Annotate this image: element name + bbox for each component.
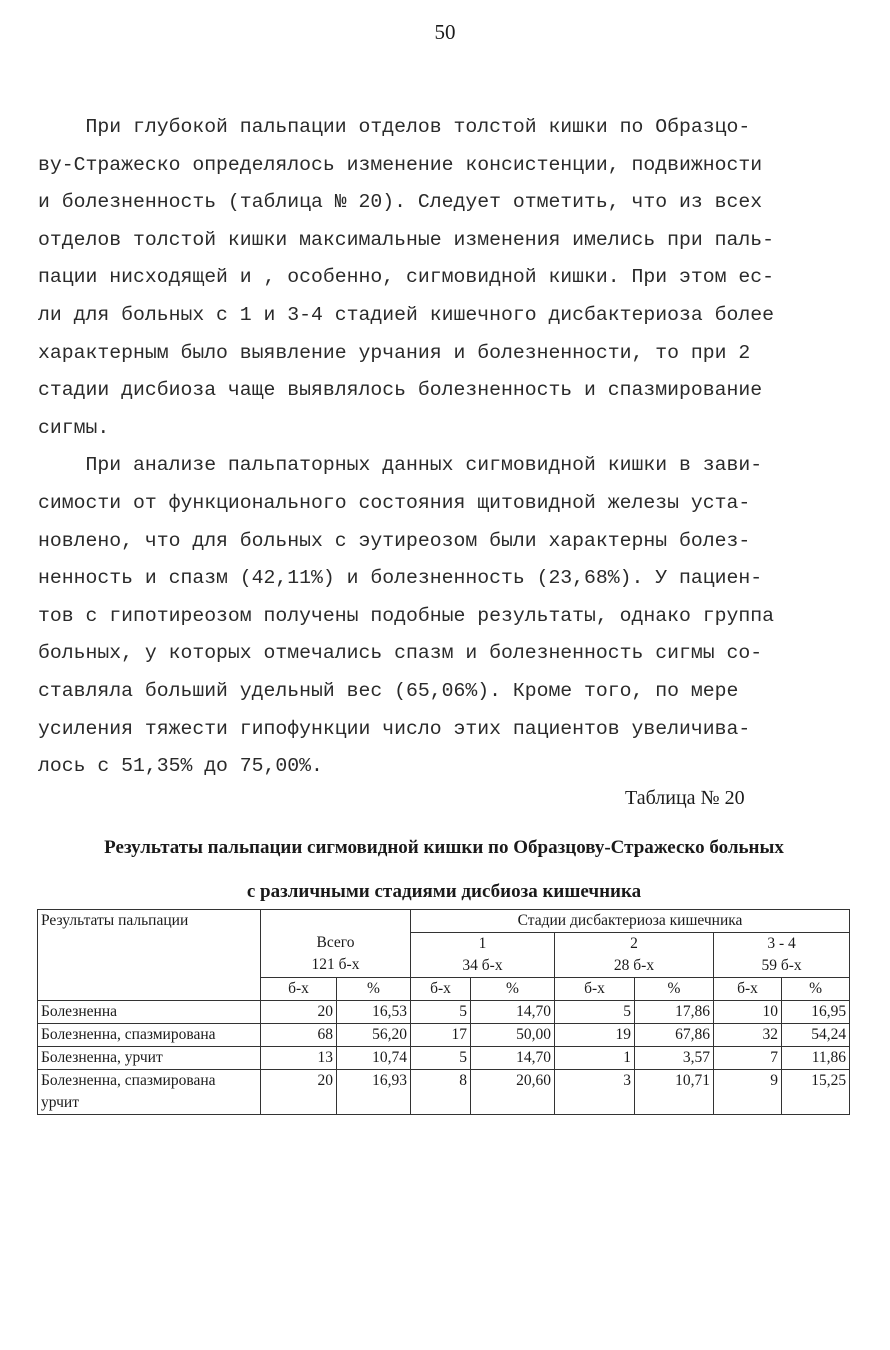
- header-stage-1-label: 1: [478, 935, 487, 952]
- cell-value: 5: [411, 1047, 471, 1070]
- cell-value: 1: [555, 1047, 635, 1070]
- row-label: Болезненна, урчит: [38, 1047, 261, 1070]
- header-patients: б-х: [261, 978, 337, 1001]
- cell-value: 11,86: [782, 1047, 850, 1070]
- body-line: новлено, что для больных с эутиреозом были характерны болез-: [38, 529, 751, 552]
- body-line: При анализе пальпаторных данных сигмовидной кишки в зави-: [38, 454, 763, 477]
- header-stage-1: [411, 933, 555, 978]
- table-row: [38, 1001, 850, 1024]
- body-line: ли для больных с 1 и 3-4 стадией кишечного дисбактериоза более: [38, 303, 774, 326]
- table-header-row: [38, 910, 850, 933]
- body-line: ставляла больший удельный вес (65,06%). Кроме того, по мере: [38, 679, 739, 702]
- body-line: больных, у которых отмечались спазм и болезненность сигмы со-: [38, 642, 763, 665]
- cell-value: 50,00: [471, 1024, 555, 1047]
- results-table: [37, 909, 850, 1115]
- cell-value: 10: [714, 1001, 782, 1024]
- header-palpation-results: Результаты пальпации: [38, 910, 261, 1001]
- cell-value: 20: [261, 1001, 337, 1024]
- row-label: Болезненна, спазмирована: [38, 1024, 261, 1047]
- cell-value: 54,24: [782, 1024, 850, 1047]
- body-line: сигмы.: [38, 416, 110, 439]
- body-line: ву-Стражеско определялось изменение консистенции, подвижности: [38, 153, 763, 176]
- header-total-count: 121 б-х: [311, 956, 360, 973]
- table-title: [38, 826, 850, 914]
- cell-value: 14,70: [471, 1047, 555, 1070]
- body-line: стадии дисбиоза чаще выявлялось болезненность и спазмирование: [38, 379, 763, 402]
- row-label: Болезненна: [38, 1001, 261, 1024]
- header-patients: б-х: [555, 978, 635, 1001]
- cell-value: 10,74: [337, 1047, 411, 1070]
- cell-value: 16,93: [337, 1070, 411, 1115]
- header-percent: %: [635, 978, 714, 1001]
- cell-value: 14,70: [471, 1001, 555, 1024]
- cell-value: 3: [555, 1070, 635, 1115]
- header-stage-3-4-count: 59 б-х: [761, 957, 802, 974]
- cell-value: 20: [261, 1070, 337, 1115]
- cell-value: 3,57: [635, 1047, 714, 1070]
- cell-value: 9: [714, 1070, 782, 1115]
- body-line: При глубокой пальпации отделов толстой кишки по Образцо-: [38, 116, 751, 138]
- body-line: усиления тяжести гипофункции число этих пациентов увеличива-: [38, 717, 751, 740]
- header-patients: б-х: [411, 978, 471, 1001]
- header-total-label: Всего: [316, 934, 355, 951]
- body-line: тов с гипотиреозом получены подобные результаты, однако группа: [38, 604, 774, 627]
- cell-value: 16,95: [782, 1001, 850, 1024]
- table-number: Таблица № 20: [625, 787, 745, 809]
- body-line: отделов толстой кишки максимальные изменения имелись при паль-: [38, 228, 774, 251]
- cell-value: 20,60: [471, 1070, 555, 1115]
- table-title-line: с различными стадиями дисбиоза кишечника: [246, 881, 642, 902]
- header-stage-3-4: [714, 933, 850, 978]
- header-percent: %: [471, 978, 555, 1001]
- cell-value: 56,20: [337, 1024, 411, 1047]
- cell-value: 67,86: [635, 1024, 714, 1047]
- table-row: [38, 1047, 850, 1070]
- cell-value: 8: [411, 1070, 471, 1115]
- cell-value: 5: [411, 1001, 471, 1024]
- header-stage-2: [555, 933, 714, 978]
- cell-value: 13: [261, 1047, 337, 1070]
- table-row: [38, 1070, 850, 1115]
- header-stages: Стадии дисбактериоза кишечника: [411, 910, 850, 933]
- table-title-line: Результаты пальпации сигмовидной кишки по Образцову-Стражеско больных: [104, 837, 784, 858]
- cell-value: 68: [261, 1024, 337, 1047]
- body-line: и болезненность (таблица № 20). Следует отметить, что из всех: [38, 191, 763, 214]
- cell-value: 17: [411, 1024, 471, 1047]
- cell-value: 32: [714, 1024, 782, 1047]
- header-percent: %: [337, 978, 411, 1001]
- header-stage-2-count: 28 б-х: [613, 957, 655, 974]
- body-text: [38, 109, 858, 786]
- header-stage-2-label: 2: [630, 935, 638, 952]
- header-percent: %: [782, 978, 850, 1001]
- body-line: симости от функционального состояния щитовидной железы уста-: [38, 491, 751, 514]
- page-number: 50: [434, 20, 456, 44]
- cell-value: 15,25: [782, 1070, 850, 1115]
- cell-value: 7: [714, 1047, 782, 1070]
- header-stage-1-count: 34 б-х: [462, 957, 503, 974]
- header-total: [261, 910, 411, 978]
- body-line: характерным было выявление урчания и болезненности, то при 2: [38, 341, 751, 364]
- cell-value: 5: [555, 1001, 635, 1024]
- body-line: пации нисходящей и , особенно, сигмовидной кишки. При этом ес-: [38, 266, 774, 289]
- body-line: ненность и спазм (42,11%) и болезненность (23,68%). У пациен-: [38, 567, 763, 590]
- cell-value: 17,86: [635, 1001, 714, 1024]
- cell-value: 16,53: [337, 1001, 411, 1024]
- row-label: Болезненна, спазмирована урчит: [38, 1070, 261, 1115]
- cell-value: 19: [555, 1024, 635, 1047]
- header-patients: б-х: [714, 978, 782, 1001]
- header-stage-3-4-label: 3 - 4: [767, 935, 796, 952]
- cell-value: 10,71: [635, 1070, 714, 1115]
- table-row: [38, 1024, 850, 1047]
- body-line: лось с 51,35% до 75,00%.: [38, 755, 323, 778]
